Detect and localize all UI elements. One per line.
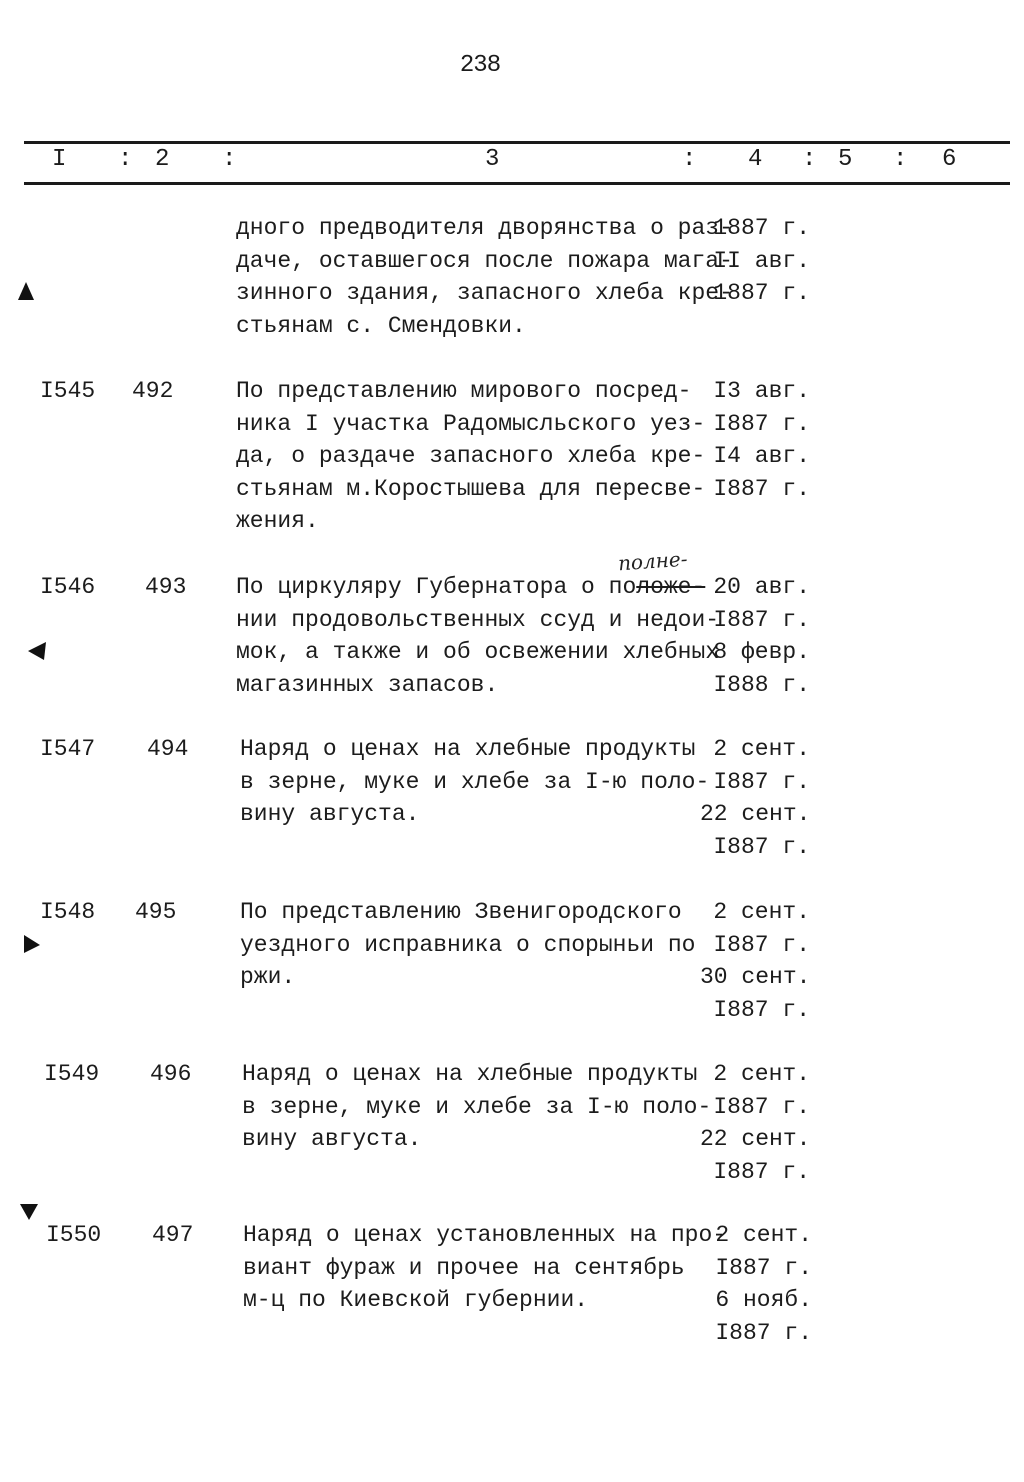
entry-number: I549: [44, 1061, 100, 1087]
entry-number: I550: [46, 1222, 102, 1248]
description-line: виант фураж и прочее на сентябрь: [243, 1254, 685, 1281]
description-line: Наряд о ценах установленных на про-: [243, 1222, 727, 1248]
entry-dates: [700, 571, 810, 701]
description-text: По циркуляру Губернатора о по: [236, 574, 637, 600]
description-line: в зерне, муке и хлебе за I-ю поло-: [240, 768, 710, 795]
date-line: 6 нояб.: [715, 1287, 812, 1313]
description-line: в зерне, муке и хлебе за I-ю поло-: [242, 1093, 712, 1120]
column-header: [0, 146, 1024, 178]
entry-number: I545: [40, 378, 96, 404]
date-line: I887 г.: [713, 410, 810, 437]
description-line: магазинных запасов.: [236, 671, 499, 698]
file-number: 494: [147, 736, 189, 762]
col-separator: :: [893, 146, 908, 173]
file-number: 497: [152, 1222, 194, 1248]
entry-dates: [700, 896, 810, 1026]
date-line: 2 сент.: [713, 899, 810, 925]
date-line: 1887 г.: [713, 215, 810, 241]
description-line: стьянам м.Коростышева для пересве-: [236, 475, 706, 502]
entry-description: [240, 733, 709, 831]
date-line: 2 сент.: [713, 1061, 810, 1087]
date-line: I887 г.: [713, 833, 810, 860]
entry-description: [240, 896, 695, 994]
entry-description: [242, 1058, 711, 1156]
punch-hole-mark-icon: [14, 280, 38, 304]
handwritten-correction: полне-: [617, 546, 689, 576]
date-line: I887 г.: [713, 475, 810, 502]
col-6-label: 6: [942, 146, 957, 173]
description-line: даче, оставшегося после пожара мага-: [236, 247, 733, 274]
col-2-label: 2: [155, 146, 170, 173]
entry-dates: [700, 212, 810, 310]
date-line: II авг.: [713, 247, 810, 274]
entry-dates: [700, 1058, 810, 1188]
entry-description: [236, 212, 733, 342]
entry-dates: [702, 1219, 812, 1349]
entry-dates: [700, 733, 810, 863]
date-line: I887 г.: [713, 768, 810, 795]
description-line: ника I участка Радомысльского уез-: [236, 410, 706, 437]
date-line: I4 авг.: [713, 443, 810, 469]
description-line: м-ц по Киевской губернии.: [243, 1287, 589, 1313]
date-line: 22 сент.: [700, 1126, 811, 1152]
col-4-label: 4: [748, 146, 763, 173]
description-line: Наряд о ценах на хлебные продукты: [240, 736, 696, 762]
col-separator: :: [682, 146, 697, 173]
date-line: 2 сент.: [713, 736, 810, 762]
col-separator: :: [222, 146, 237, 173]
date-line: I887 г.: [713, 931, 810, 958]
entry-number: I547: [40, 736, 96, 762]
description-line: да, о раздаче запасного хлеба кре-: [236, 443, 706, 469]
description-line: уездного исправника о спорыньи по: [240, 931, 696, 958]
description-line: дного предводителя дворянства о раз-: [236, 215, 733, 241]
struck-text: ложе-: [636, 574, 706, 600]
entry-number: I546: [40, 574, 96, 600]
date-line: I887 г.: [713, 1093, 810, 1120]
date-line: I3 авг.: [713, 378, 810, 404]
punch-hole-mark-icon: [20, 933, 42, 955]
description-line: [236, 571, 719, 604]
date-line: 2 сент.: [715, 1222, 812, 1248]
entry-description: [236, 375, 705, 538]
col-5-label: 5: [838, 146, 853, 173]
entry-description: [236, 571, 719, 701]
punch-hole-mark-icon: [26, 640, 48, 662]
date-line: I887 г.: [713, 996, 810, 1023]
date-line: 8 февр.: [713, 639, 810, 665]
header-rule-bottom: [24, 182, 1010, 185]
file-number: 492: [132, 378, 174, 404]
description-line: ржи.: [240, 964, 296, 990]
description-line: жения.: [236, 508, 319, 534]
date-line: 1887 г.: [713, 280, 810, 306]
date-line: I888 г.: [713, 671, 810, 698]
description-line: мок, а также и об освежении хлебных: [236, 639, 720, 665]
file-number: 495: [135, 899, 177, 925]
col-separator: :: [802, 146, 817, 173]
description-line: По представлению мирового посред-: [236, 378, 692, 404]
date-line: I887 г.: [713, 1158, 810, 1185]
date-line: 20 авг.: [713, 574, 810, 600]
col-3-label: 3: [485, 146, 500, 173]
description-line: вину августа.: [242, 1126, 422, 1152]
col-separator: :: [118, 146, 133, 173]
date-line: I887 г.: [713, 606, 810, 633]
page-number: 238: [459, 52, 501, 79]
description-line: вину августа.: [240, 801, 420, 827]
date-line: I887 г.: [715, 1319, 812, 1346]
date-line: 30 сент.: [700, 964, 811, 990]
file-number: 493: [145, 574, 187, 600]
entry-dates: [700, 375, 810, 505]
description-line: зинного здания, запасного хлеба кре-: [236, 280, 733, 306]
entry-number: I548: [40, 899, 96, 925]
col-1-label: I: [52, 146, 67, 173]
file-number: 496: [150, 1061, 192, 1087]
description-line: Наряд о ценах на хлебные продукты: [242, 1061, 698, 1087]
header-rule-top: [24, 141, 1010, 144]
description-line: стьянам с. Смендовки.: [236, 312, 526, 339]
punch-hole-mark-icon: [18, 1200, 40, 1222]
date-line: 22 сент.: [700, 801, 811, 827]
entry-description: [243, 1219, 726, 1317]
description-line: нии продовольственных ссуд и недои-: [236, 606, 720, 633]
date-line: I887 г.: [715, 1254, 812, 1281]
description-line: По представлению Звенигородского: [240, 899, 682, 925]
